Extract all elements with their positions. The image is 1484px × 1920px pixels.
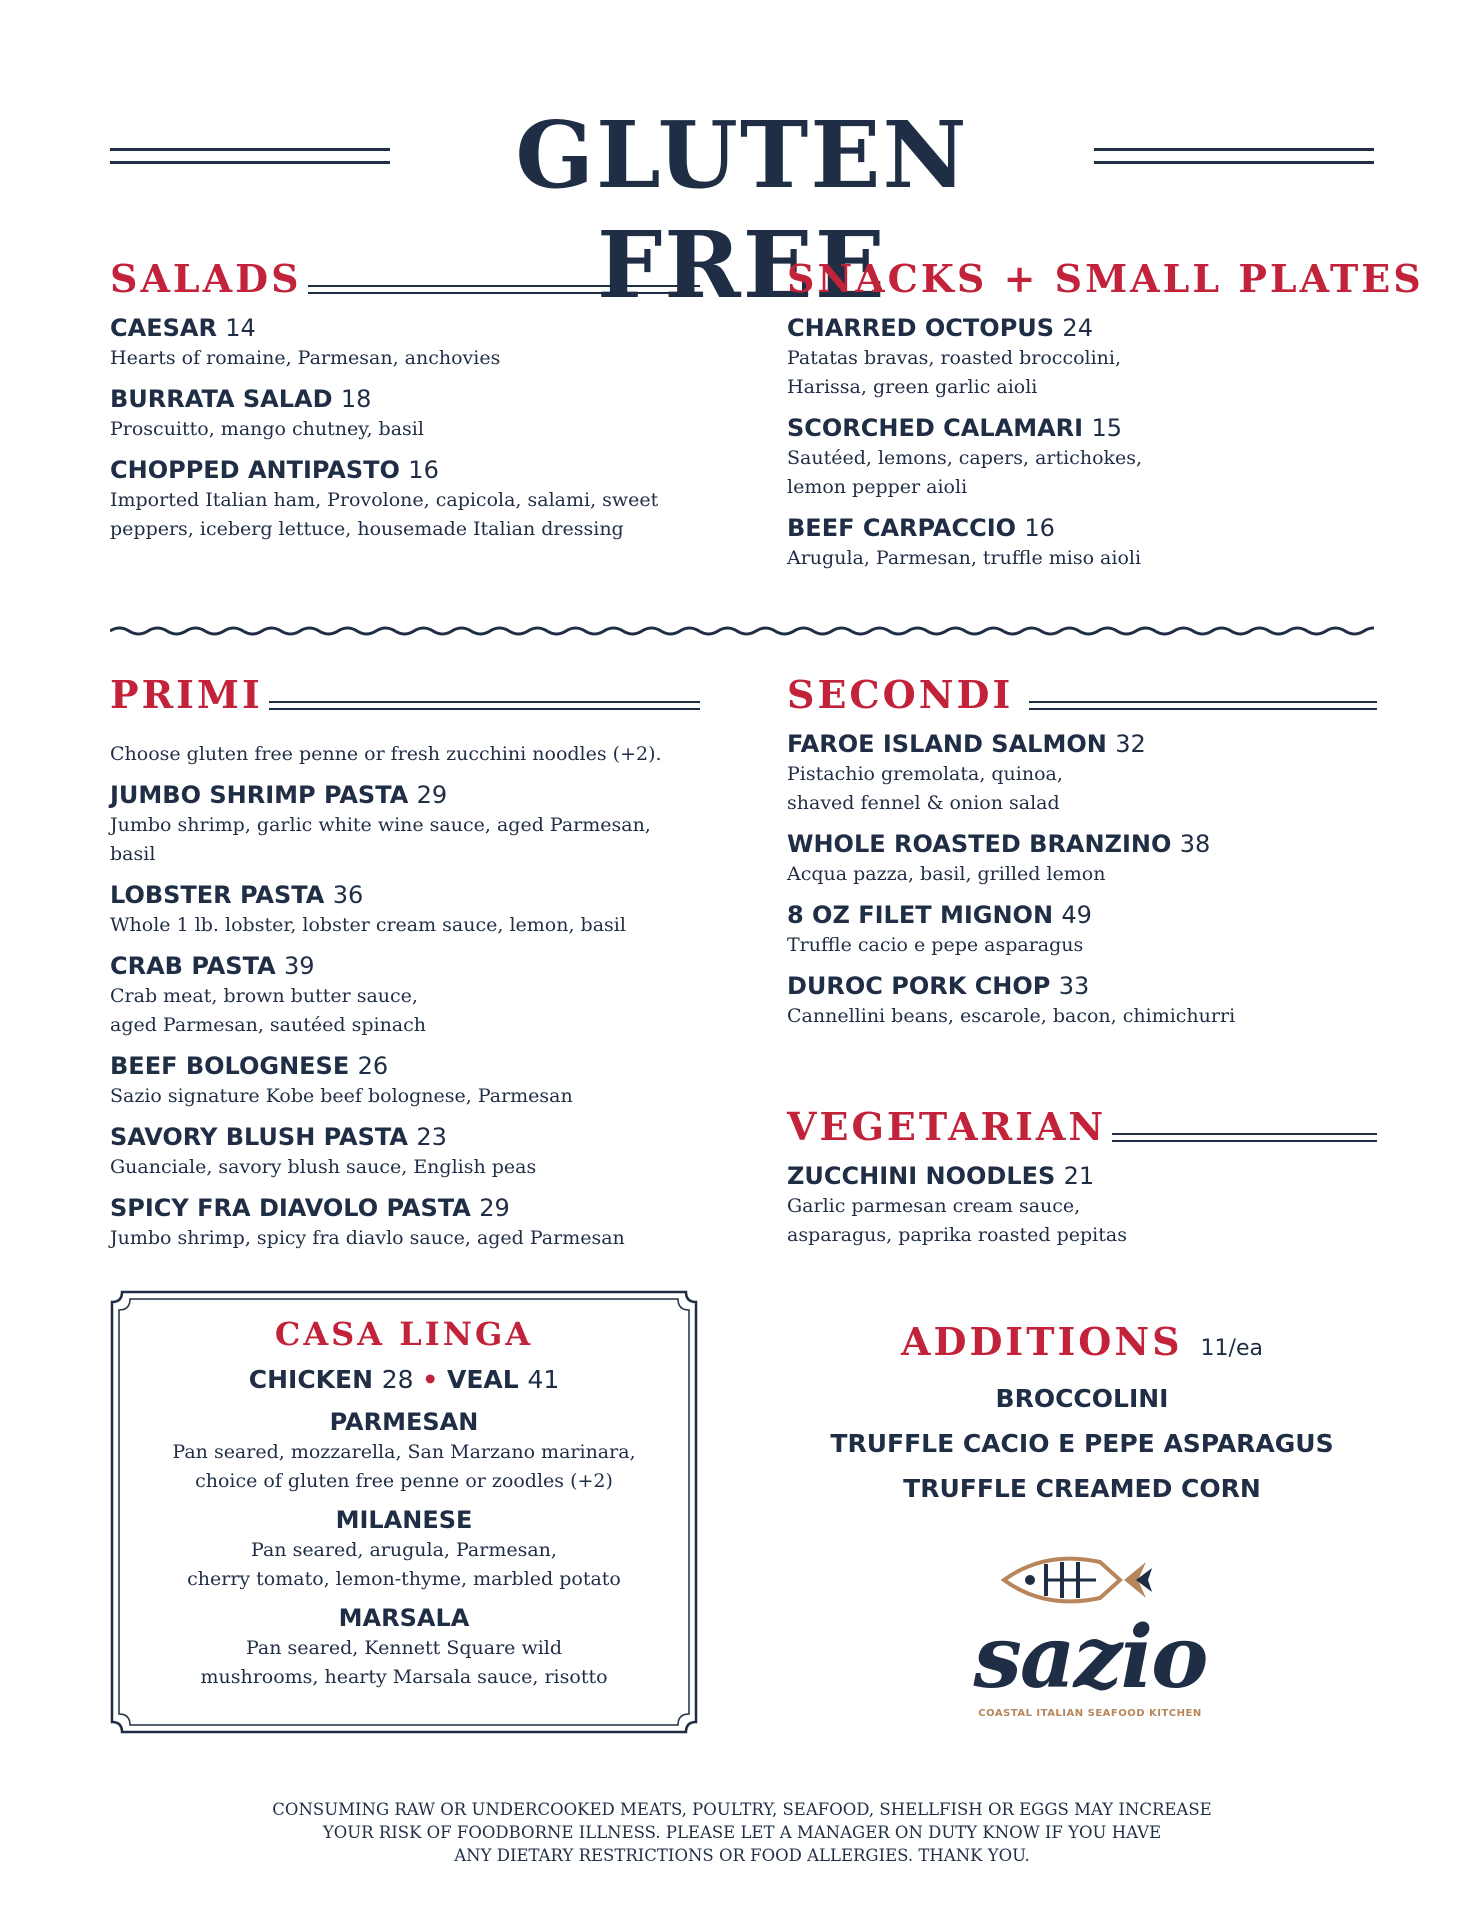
item-price: 32	[1115, 730, 1146, 758]
item-price: 15	[1091, 414, 1122, 442]
casa-dish-name: MARSALA	[338, 1604, 470, 1632]
casa-dish-desc: Pan seared, mozzarella, San Marzano marinara,	[172, 1441, 636, 1463]
section-heading	[787, 672, 1377, 718]
menu-item	[110, 454, 700, 544]
item-desc: Crab meat, brown butter sauce,	[110, 985, 418, 1007]
menu-item	[787, 1160, 1377, 1250]
section-rule	[308, 285, 700, 294]
item-name: CRAB PASTA	[110, 952, 276, 980]
item-desc: Imported Italian ham, Provolone, capicola, salami, sweet	[110, 489, 659, 511]
logo-wordmark: sazio	[973, 1607, 1207, 1708]
item-price: 36	[332, 881, 364, 909]
casa-linga-title: CASA LINGA	[274, 1315, 534, 1353]
title-rule-left	[110, 148, 390, 164]
item-desc: Cannellini beans, escarole, bacon, chimichurri	[787, 1005, 1236, 1027]
item-price: 16	[408, 456, 439, 484]
menu-item	[787, 728, 1377, 818]
section-title: SNACKS + SMALL PLATES	[787, 256, 1424, 301]
item-price: 23	[416, 1123, 447, 1151]
section-rule	[1029, 701, 1377, 710]
disclaimer-line: CONSUMING RAW OR UNDERCOOKED MEATS, POULTRY, SEAFOOD, SHELLFISH OR EGGS MAY INCREASE	[272, 1800, 1212, 1819]
disclaimer-line: YOUR RISK OF FOODBORNE ILLNESS. PLEASE LET A MANAGER ON DUTY KNOW IF YOU HAVE	[322, 1823, 1162, 1842]
item-desc: Patatas bravas, roasted broccolini,	[787, 347, 1122, 369]
section-title: VEGETARIAN	[787, 1104, 1107, 1149]
item-desc: shaved fennel & onion salad	[787, 792, 1060, 814]
additions-heading	[787, 1318, 1377, 1366]
menu-item	[787, 970, 1377, 1031]
section-additions	[787, 1318, 1377, 1511]
veal-price: 41	[527, 1365, 560, 1394]
item-desc: Truffle cacio e pepe asparagus	[787, 934, 1084, 956]
section-heading	[787, 256, 1424, 302]
item-name: BEEF BOLOGNESE	[110, 1052, 350, 1080]
item-name: 8 OZ FILET MIGNON	[787, 901, 1054, 929]
menu-item	[110, 1192, 700, 1253]
menu-item	[110, 312, 700, 373]
veal-label: VEAL	[447, 1365, 519, 1394]
section-title: SALADS	[110, 256, 302, 301]
item-name: ZUCCHINI NOODLES	[787, 1162, 1056, 1190]
item-price: 14	[225, 314, 256, 342]
item-name: SAVORY BLUSH PASTA	[110, 1123, 408, 1151]
menu-item	[110, 950, 700, 1040]
section-primi	[110, 672, 700, 1253]
logo-tagline: COASTAL ITALIAN SEAFOOD KITCHEN	[978, 1708, 1202, 1719]
section-title: SECONDI	[787, 672, 1014, 717]
casa-dish-desc: mushrooms, hearty Marsala sauce, risotto	[200, 1666, 608, 1688]
section-secondi	[787, 672, 1377, 1031]
section-heading	[787, 1104, 1377, 1150]
menu-item	[787, 412, 1377, 502]
menu-item	[787, 312, 1377, 402]
item-name: JUMBO SHRIMP PASTA	[110, 781, 409, 809]
item-name: CHOPPED ANTIPASTO	[110, 456, 400, 484]
item-name: CAESAR	[110, 314, 217, 342]
item-desc: Arugula, Parmesan, truffle miso aioli	[787, 547, 1142, 569]
item-price: 39	[284, 952, 315, 980]
title-rule-right	[1094, 148, 1374, 164]
item-name: SCORCHED CALAMARI	[787, 414, 1084, 442]
menu-item	[110, 779, 700, 869]
item-desc: Garlic parmesan cream sauce,	[787, 1195, 1081, 1217]
item-desc: Acqua pazza, basil, grilled lemon	[787, 863, 1106, 885]
wave-divider	[110, 616, 1374, 646]
casa-dish-name: MILANESE	[335, 1506, 473, 1534]
item-desc: asparagus, paprika roasted pepitas	[787, 1224, 1127, 1246]
menu-item	[110, 879, 700, 940]
item-price: 24	[1062, 314, 1093, 342]
casa-dish-desc: Pan seared, arugula, Parmesan,	[251, 1539, 557, 1561]
sazio-logo	[960, 1550, 1220, 1730]
disclaimer	[200, 1798, 1284, 1867]
protein-prices	[128, 1362, 680, 1398]
item-desc: lemon pepper aioli	[787, 476, 968, 498]
item-price: 29	[416, 781, 448, 809]
section-rule	[1112, 1133, 1377, 1142]
casa-dish-desc: cherry tomato, lemon-thyme, marbled potato	[187, 1568, 621, 1590]
primi-note: Choose gluten free penne or fresh zucchini noodles (+2).	[110, 743, 662, 765]
item-name: DUROC PORK CHOP	[787, 972, 1051, 1000]
additions-title: ADDITIONS	[901, 1319, 1183, 1364]
item-desc: Proscuitto, mango chutney, basil	[110, 418, 424, 440]
section-heading	[110, 672, 700, 718]
menu-item	[110, 383, 700, 444]
item-desc: Hearts of romaine, Parmesan, anchovies	[110, 347, 501, 369]
section-salads	[110, 256, 700, 544]
casa-dish-name: PARMESAN	[329, 1408, 479, 1436]
item-name: SPICY FRA DIAVOLO PASTA	[110, 1194, 471, 1222]
item-desc: Sautéed, lemons, capers, artichokes,	[787, 447, 1143, 469]
item-name: LOBSTER PASTA	[110, 881, 325, 909]
item-name: BEEF CARPACCIO	[787, 514, 1017, 542]
page-title: GLUTEN FREE	[515, 101, 969, 319]
item-name: WHOLE ROASTED BRANZINO	[787, 830, 1172, 858]
chicken-price: 28	[381, 1365, 414, 1394]
addition-item: TRUFFLE CACIO E PEPE ASPARAGUS	[830, 1429, 1334, 1458]
item-price: 18	[340, 385, 372, 413]
menu-item	[110, 1050, 700, 1111]
section-heading	[110, 256, 700, 302]
item-desc: peppers, iceberg lettuce, housemade Italian dressing	[110, 518, 624, 540]
item-price: 33	[1058, 972, 1090, 1000]
fish-icon	[1000, 1550, 1180, 1610]
addition-item: TRUFFLE CREAMED CORN	[903, 1474, 1261, 1503]
menu-item	[110, 1121, 700, 1182]
item-name: FAROE ISLAND SALMON	[787, 730, 1107, 758]
section-snacks	[787, 256, 1424, 573]
menu-item	[787, 899, 1377, 960]
casa-dish-desc: Pan seared, Kennett Square wild	[245, 1637, 563, 1659]
additions-price: 11/ea	[1200, 1336, 1263, 1361]
item-price: 29	[479, 1194, 510, 1222]
item-desc: Guanciale, savory blush sauce, English peas	[110, 1156, 537, 1178]
item-price: 49	[1061, 901, 1092, 929]
bullet-separator: •	[422, 1365, 439, 1394]
chicken-label: CHICKEN	[248, 1365, 374, 1394]
item-desc: Sazio signature Kobe beef bolognese, Parmesan	[110, 1085, 573, 1107]
disclaimer-line: ANY DIETARY RESTRICTIONS OR FOOD ALLERGIES. THANK YOU.	[454, 1846, 1030, 1865]
item-desc: Jumbo shrimp, garlic white wine sauce, aged Parmesan, basil	[110, 814, 651, 865]
menu-item	[787, 828, 1377, 889]
menu-item	[787, 512, 1377, 573]
item-price: 16	[1024, 514, 1055, 542]
item-desc: Harissa, green garlic aioli	[787, 376, 1038, 398]
casa-dish-desc: choice of gluten free penne or zoodles (+2)	[195, 1470, 613, 1492]
item-price: 26	[357, 1052, 389, 1080]
section-rule	[269, 701, 700, 710]
wave-line	[110, 628, 1374, 634]
item-price: 21	[1063, 1162, 1095, 1190]
addition-item: BROCCOLINI	[995, 1384, 1169, 1413]
item-desc: Pistachio gremolata, quinoa,	[787, 763, 1063, 785]
casa-linga-box	[108, 1288, 700, 1736]
section-vegetarian	[787, 1104, 1377, 1250]
section-title: PRIMI	[110, 672, 263, 717]
item-name: BURRATA SALAD	[110, 385, 333, 413]
item-desc: aged Parmesan, sautéed spinach	[110, 1014, 427, 1036]
item-name: CHARRED OCTOPUS	[787, 314, 1055, 342]
item-desc: Jumbo shrimp, spicy fra diavlo sauce, aged Parmesan	[110, 1227, 625, 1249]
item-desc: Whole 1 lb. lobster, lobster cream sauce, lemon, basil	[110, 914, 626, 936]
item-price: 38	[1179, 830, 1211, 858]
